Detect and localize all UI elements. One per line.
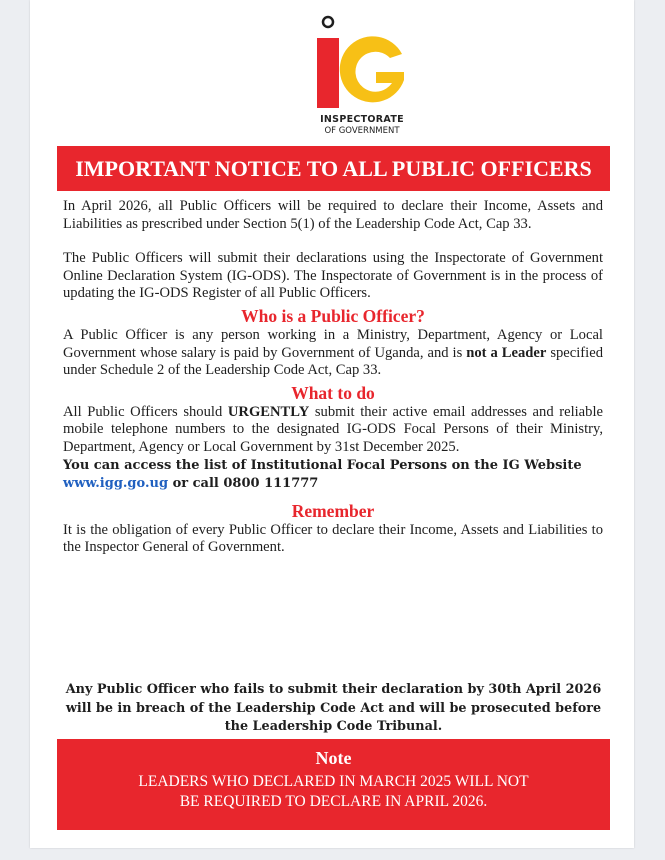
access-text-1: You can access the list of Institutional Focal Persons on the IG Website: [63, 457, 582, 473]
title-banner: [57, 146, 610, 191]
website-link[interactable]: www.igg.go.ug: [63, 475, 169, 491]
ig-logo: [302, 14, 442, 138]
notice-body: [63, 198, 603, 557]
access-paragraph: [63, 457, 603, 493]
intro-paragraph-2: The Public Officers will submit their declarations using the Inspectorate of Government Online Declaration System (IG-ODS). The Inspectorate of Government is in the process of updating the IG-ODS Register of all Public Officers.: [63, 250, 603, 302]
logo-text-of-government: OF GOVERNMENT: [324, 126, 400, 136]
ig-logo-icon: [302, 14, 422, 114]
note-title: Note: [315, 748, 352, 768]
notice-page: [30, 0, 634, 848]
who-text-bold: not a Leader: [466, 344, 547, 361]
who-heading: Who is a Public Officer?: [241, 305, 425, 326]
what-text-2: submit their active email addresses and reliable mobile telephone numbers to the designated IG-ODS Focal Persons of their Ministry, Department, Agency or Local Government by 31st December 2025.: [63, 403, 603, 455]
what-text-1: All Public Officers should: [63, 403, 228, 420]
who-paragraph: [63, 327, 603, 380]
remember-paragraph: It is the obligation of every Public Officer to declare their Income, Assets and Liabilities to the Inspector General of Government.: [63, 521, 603, 556]
what-heading: What to do: [291, 382, 375, 403]
warning-paragraph: Any Public Officer who fails to submit their declaration by 30th April 2026 will be in breach of the Leadership Code Act and will be prosecuted before the Leadership Code Tribunal.: [65, 682, 602, 734]
what-text-bold: URGENTLY: [227, 403, 310, 420]
who-text-2: specified under Schedule 2 of the Leadership Code Act, Cap 33.: [63, 344, 603, 379]
note-text: LEADERS WHO DECLARED IN MARCH 2025 WILL NOT BE REQUIRED TO DECLARE IN APRIL 2026.: [138, 773, 529, 810]
what-paragraph: [63, 404, 603, 457]
intro-paragraph-1: In April 2026, all Public Officers will be required to declare their Income, Assets and Liabilities as prescribed under Section 5(1) of the Leadership Code Act, Cap 33.: [63, 198, 603, 232]
note-box: [57, 739, 610, 830]
remember-heading: Remember: [291, 500, 375, 521]
access-text-2: or call 0800 111777: [168, 475, 319, 491]
notice-title: IMPORTANT NOTICE TO ALL PUBLIC OFFICERS: [75, 155, 592, 181]
who-text-1: A Public Officer is any person working in a Ministry, Department, Agency or Local Government whose salary is paid by Government of Uganda, and is: [63, 326, 603, 361]
logo-text-inspectorate: INSPECTORATE: [320, 114, 404, 125]
